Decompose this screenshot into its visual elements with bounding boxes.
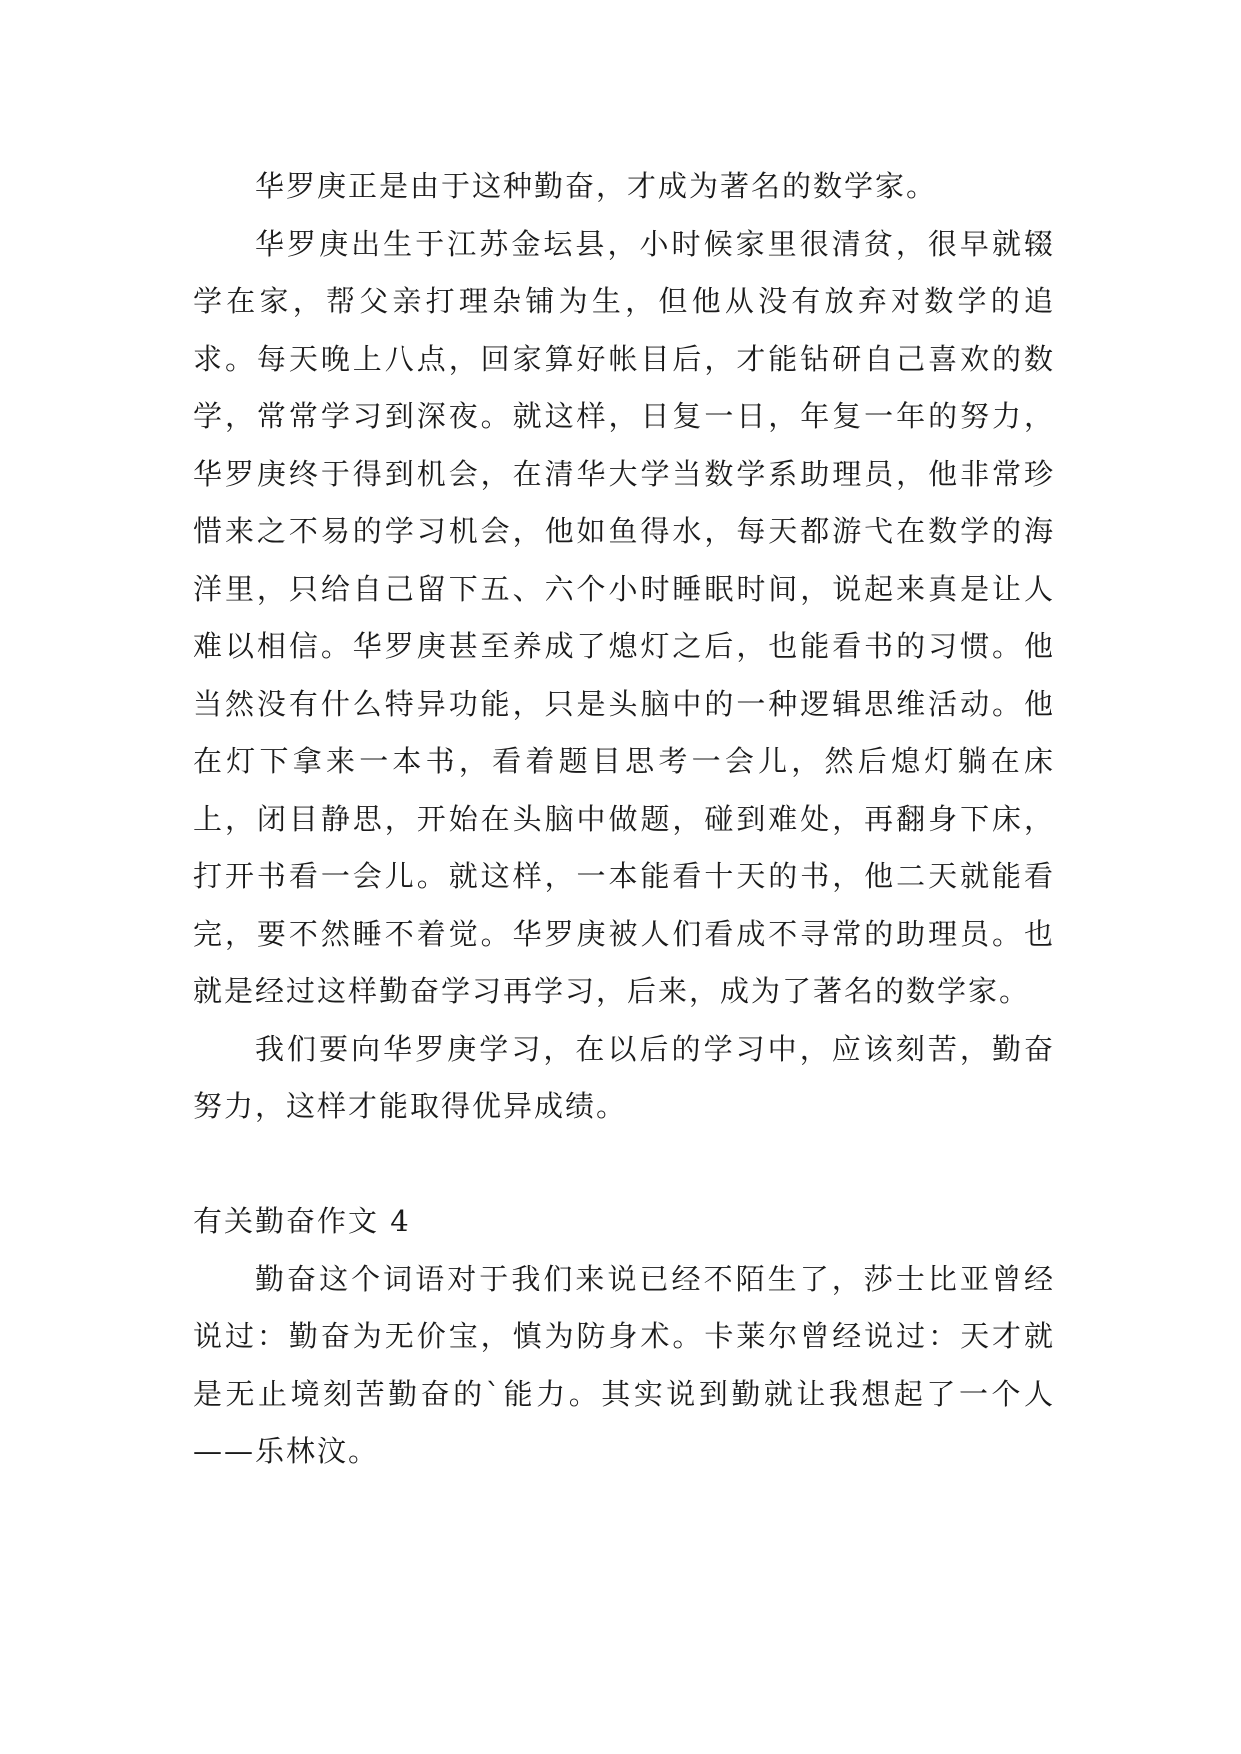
section-heading: 有关勤奋作文 4 [193, 1204, 411, 1238]
document-body [193, 158, 1055, 1481]
paragraph-hua-luogeng-story: 华罗庚出生于江苏金坛县，小时候家里很清贫，很早就辍学在家，帮父亲打理杂铺为生，但他从没有放弃对数学的追求。每天晚上八点，回家算好帐目后，才能钻研自己喜欢的数学，常常学习到深夜。就这样，日复一日，年复一年的努力，华罗庚终于得到机会，在清华大学当数学系助理员，他非常珍惜来之不易的学习机会，他如鱼得水，每天都游弋在数学的海洋里，只给自己留下五、六个小时睡眠时间，说起来真是让人难以相信。华罗庚甚至养成了熄灯之后，也能看书的习惯。他当然没有什么特异功能，只是头脑中的一种逻辑思维活动。他在灯下拿来一本书，看着题目思考一会儿，然后熄灯躺在床上，闭目静思，开始在头脑中做题，碰到难处，再翻身下床，打开书看一会儿。就这样，一本能看十天的书，他二天就能看完，要不然睡不着觉。华罗庚被人们看成不寻常的助理员。也就是经过这样勤奋学习再学习，后来，成为了著名的数学家。 [193, 226, 1055, 1008]
paragraph-conclusion-line: 华罗庚正是由于这种勤奋，才成为著名的数学家。 [255, 169, 938, 203]
paragraph-essay-intro: 勤奋这个词语对于我们来说已经不陌生了，莎士比亚曾经说过：勤奋为无价宝，慎为防身术。卡莱尔曾经说过：天才就是无止境刻苦勤奋的`能力。其实说到勤就让我想起了一个人——乐林汶。 [193, 1261, 1055, 1468]
paragraph-learn-from-hua: 我们要向华罗庚学习，在以后的学习中，应该刻苦，勤奋努力，这样才能取得优异成绩。 [193, 1031, 1055, 1123]
section-spacer [193, 1136, 1055, 1194]
